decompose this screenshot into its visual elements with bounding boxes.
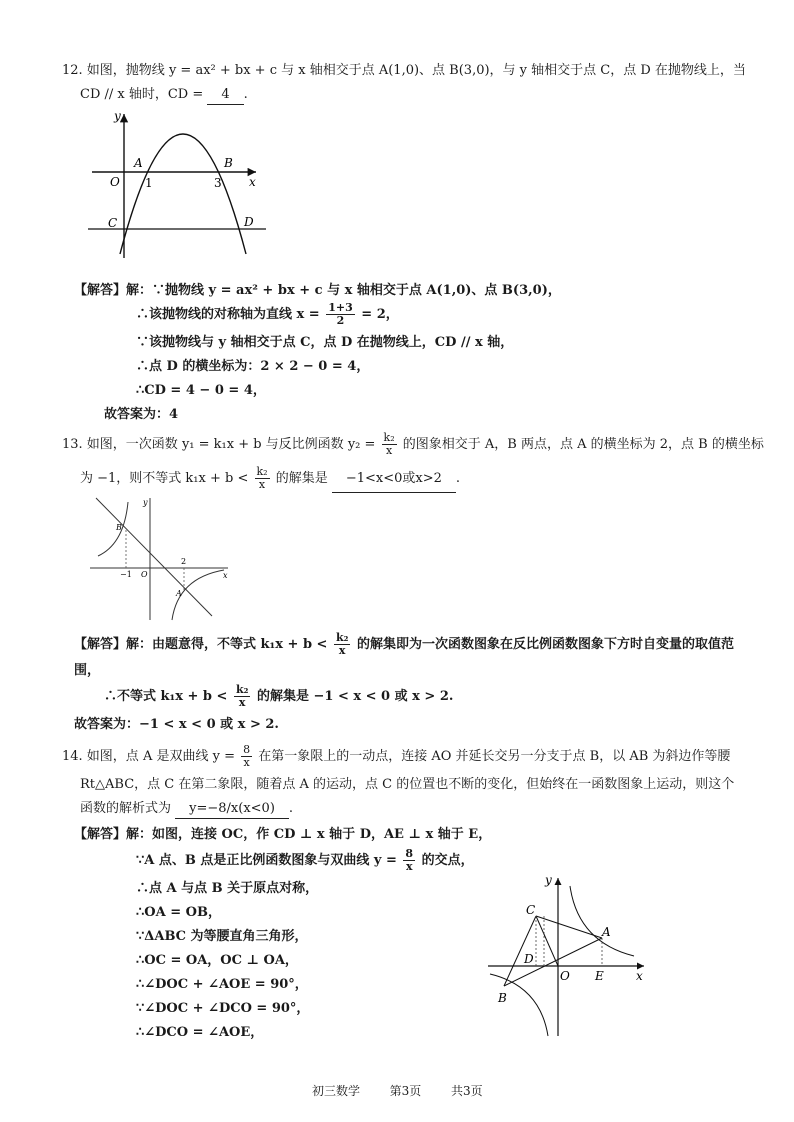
q13-label-a: A (176, 589, 182, 598)
q12-parabola (120, 134, 246, 254)
q13-label-b: B (116, 523, 122, 532)
q14-label-o: O (560, 969, 570, 983)
q12-solution-line4: ∴点 D 的横坐标为：2 × 2 − 0 = 4， (136, 359, 370, 374)
q12-stem-line1: 12. 如图，抛物线 y = ax² + bx + c 与 x 轴相交于点 A(1,0)、点 B(3,0)，与 y 轴相交于点 C，点 D 在抛物线上，当 (62, 63, 746, 78)
q12-label-d: D (244, 215, 254, 229)
q12-label-y: y (114, 109, 121, 123)
footer-page: 第3页 (389, 1084, 422, 1098)
q14-segment-ab (504, 938, 602, 986)
q13-label-o: O (141, 570, 148, 579)
page-footer (312, 1082, 483, 1100)
q13-linear-function (96, 498, 212, 616)
footer-total: 共3页 (450, 1084, 483, 1098)
q14-solution-line4: ∴OA = OB， (136, 905, 221, 920)
q14-label-x: x (636, 969, 643, 983)
q12-label-x: x (249, 175, 256, 189)
q14-hyperbola-branch-3 (490, 974, 548, 1036)
q14-stem-line3: 函数的解析式为 y=−8/x(x<0) . (80, 800, 293, 819)
q13-solution-line2: 围， (74, 663, 101, 678)
q14-label-c: C (526, 903, 536, 917)
q14-solution-line7: ∴∠DOC + ∠AOE = 90°， (136, 977, 308, 992)
q12-solution-line3: ∵该抛物线与 y 轴相交于点 C，点 D 在抛物线上，CD // x 轴， (136, 335, 514, 350)
q14-label-b: B (498, 991, 507, 1005)
q12-solution-line5: ∴CD = 4 − 0 = 4， (136, 383, 266, 398)
q13-solution-line1: 【解答】解：由题意得，不等式 k₁x + b < $\frac{\text{k₂}}{x}$ 的解集即为一次函数图象在反比例函数图象下方时自变量的取值范 (74, 631, 734, 657)
q12-label-a: A (134, 156, 143, 170)
q14-label-y: y (545, 873, 552, 887)
q14-solution-line3: ∴点 A 与点 B 关于原点对称， (136, 881, 319, 896)
q14-solution-line6: ∴OC = OA，OC ⊥ OA， (136, 953, 298, 968)
q13-tick-2: 2 (181, 557, 187, 566)
q14-label-a: A (602, 925, 611, 939)
q13-tick-minus1: −1 (120, 570, 132, 579)
q14-triangle-graph (484, 872, 660, 1038)
q12-solution-line1: 【解答】解：∵抛物线 y = ax² + bx + c 与 x 轴相交于点 A(1,0)、点 B(3,0)， (74, 283, 561, 298)
q12-parabola-graph (84, 106, 274, 264)
q14-solution-line2: ∵A 点、B 点是正比例函数图象与双曲线 y = $\frac{8}{x}$ 的交点， (136, 847, 474, 873)
q14-answer: y=−8/x(x<0) (175, 800, 289, 819)
q12-answer: 4 (207, 86, 243, 105)
q14-label-e: E (595, 969, 604, 983)
q14-solution-line8: ∵∠DOC + ∠DCO = 90°， (136, 1001, 310, 1016)
q14-label-d: D (524, 952, 534, 966)
q12-label-o: O (110, 175, 120, 189)
q13-hyperbola-graph (88, 496, 236, 624)
q14-segment-cb (504, 916, 536, 986)
q13-hyperbola-branch-2 (98, 502, 128, 556)
footer-subject: 初三数学 (312, 1084, 361, 1098)
q13-answer: −1<x<0或x>2 (332, 466, 456, 493)
q12-label-b: B (224, 156, 233, 170)
q12-final-answer: 故答案为：4 (104, 407, 179, 422)
q13-stem-line1: 13. 如图，一次函数 y₁ = k₁x + b 与反比例函数 y₂ = $\frac{\text{k₂}}{x}$ 的图象相交于 A，B 两点，点 A 的横坐标为 2，点 B 的横坐标 (62, 431, 764, 457)
q14-solution-line1: 【解答】解：如图，连接 OC，作 CD ⊥ x 轴于 D，AE ⊥ x 轴于 E， (74, 827, 492, 842)
q14-segment-co (536, 916, 558, 966)
q13-label-x: x (223, 571, 228, 580)
q12-label-c: C (108, 216, 118, 230)
q14-hyperbola-branch-1 (570, 886, 634, 956)
q12-tick-3: 3 (214, 176, 222, 190)
q12-solution-line2: ∴该抛物线的对称轴为直线 x = $\frac{1+3}{2}$ = 2， (136, 301, 399, 327)
q12-stem-line2: CD // x 轴时，CD = 4 . (80, 86, 248, 105)
q14-solution-line5: ∵ΔABC 为等腰直角三角形， (136, 929, 308, 944)
q12-tick-1: 1 (145, 176, 153, 190)
q13-stem-line2: 为 −1，则不等式 k₁x + b < $\frac{\text{k₂}}{x}$ 的解集是 −1<x<0或x>2 . (80, 465, 461, 491)
q13-solution-line3: ∴不等式 k₁x + b < $\frac{\text{k₂}}{x}$ 的解集是 −1 < x < 0 或 x > 2. (104, 683, 454, 709)
q14-stem-line2: Rt△ABC，点 C 在第二象限，随着点 A 的运动，点 C 的位置也不断的变化，但始终在一函数图象上运动，则这个 (80, 777, 735, 792)
q14-stem-line1: 14. 如图，点 A 是双曲线 y = $\frac{8}{x}$ 在第一象限上的一动点，连接 AO 并延长交另一分支于点 B，以 AB 为斜边作等腰 (62, 743, 731, 769)
q13-final-answer: 故答案为：−1 < x < 0 或 x > 2. (74, 717, 279, 732)
q14-solution-line9: ∴∠DCO = ∠AOE， (136, 1025, 264, 1040)
q14-segment-ca (536, 916, 602, 938)
q13-label-y: y (143, 498, 148, 507)
